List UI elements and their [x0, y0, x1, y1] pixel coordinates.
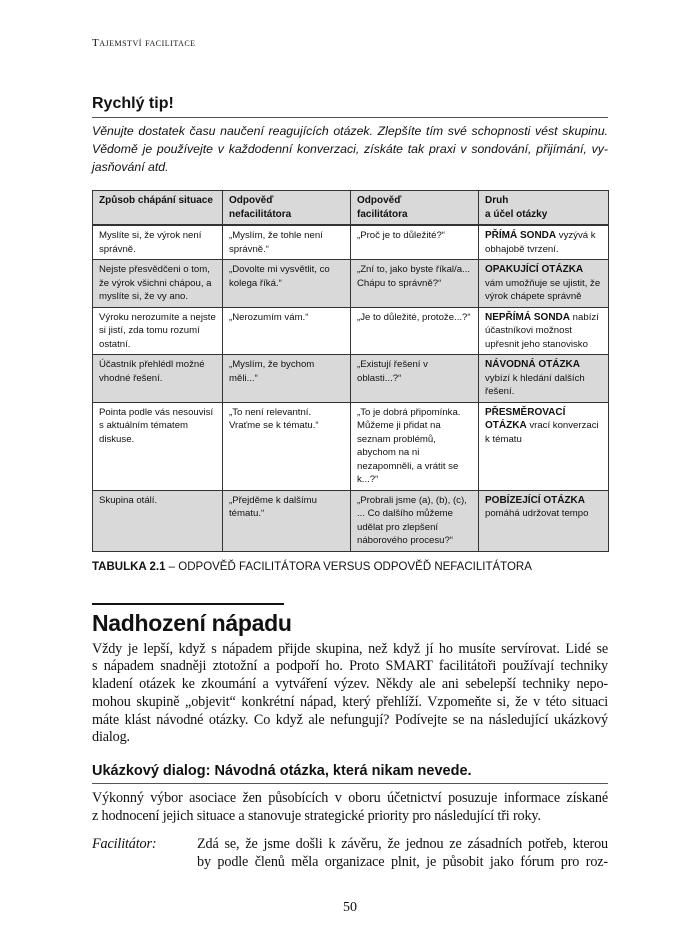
tip-line: Vědomě je používejte v každodenní konverzaci, získáte tak praxi v sondování, přijímání, vy- — [92, 142, 608, 156]
paragraph-line: Výkonný výbor asociace žen působících v oboru účetnictví posuzuje informace získané — [92, 790, 608, 807]
paragraph-line: s nápadem snadněji ztotožní a podpoří ho. Proto SMART facilitátoři používají techniky — [92, 658, 608, 675]
column-header — [93, 191, 223, 226]
dialog-speaker: Facilitátor: — [92, 835, 157, 852]
caption-label: TABULKA 2.1 — [92, 560, 166, 573]
section-rule — [92, 603, 284, 605]
cell-non-facilitator: „Myslím, že tohle není správně.“ — [223, 225, 351, 260]
question-purpose: vrací konverzaci k tématu — [485, 420, 599, 445]
cell-question-type — [479, 307, 609, 355]
paragraph-line: Vždy je lepší, když s nápadem přijde skupina, než když jí ho musíte servírovat. Lidé se — [92, 640, 608, 657]
table-row — [93, 402, 609, 490]
question-type: POBÍZEJÍCÍ OTÁZKA — [485, 494, 586, 506]
column-header-line: nefacilitátora — [229, 208, 292, 220]
cell-situation: Pointa podle vás nesouvisí s aktuálním tématem diskuse. — [93, 402, 223, 490]
column-header-line: Způsob chápání situace — [99, 195, 213, 206]
dialog-entry — [92, 836, 608, 872]
question-purpose: pomáhá udržovat tempo — [485, 508, 589, 519]
column-header-line: Odpověď — [357, 195, 402, 206]
tip-line: Věnujte dostatek času naučení reagujících otázek. Zlepšíte tím své schopnosti vést skupinu. — [92, 124, 608, 138]
cell-question-type — [479, 225, 609, 260]
table-row — [93, 355, 609, 403]
running-header: Tajemství facilitace — [92, 37, 196, 49]
cell-facilitator: „Probrali jsme (a), (b), (c), ... Co dalšího můžeme udělat pro zlepšení náborového procesu?“ — [351, 490, 479, 551]
paragraph-line: z hodnocení jejich situace a stanovuje strategické priority pro následující tři roky. — [92, 808, 541, 825]
table-caption — [92, 560, 608, 575]
cell-situation: Účastník přehlédl možné vhodné řešení. — [93, 355, 223, 403]
table-header-row — [93, 191, 609, 226]
question-purpose: vyzývá k obhajobě tvrzení. — [485, 230, 596, 255]
question-type: NEPŘÍMÁ SONDA — [485, 311, 571, 323]
dialog-text — [197, 836, 608, 872]
cell-facilitator: „Proč je to důležité?“ — [351, 225, 479, 260]
question-type: NÁVODNÁ OTÁZKA — [485, 359, 580, 370]
comparison-table — [92, 190, 609, 552]
cell-facilitator: „Je to důležité, protože...?“ — [351, 307, 479, 355]
table-row — [93, 225, 609, 260]
column-header-line: Odpověď — [229, 195, 274, 206]
cell-non-facilitator: „To není relevantní. Vraťme se k tématu.“ — [223, 402, 351, 490]
cell-question-type — [479, 355, 609, 403]
table-row — [93, 307, 609, 355]
cell-facilitator: „Zní to, jako byste říkal/a... Chápu to správně?“ — [351, 260, 479, 308]
cell-non-facilitator: „Nerozumím vám.“ — [223, 307, 351, 355]
section-paragraph — [92, 641, 608, 748]
question-purpose: vybízí k hledání dalších řešení. — [485, 372, 585, 397]
column-header-line: Druh — [485, 195, 509, 206]
cell-non-facilitator: „Přejděme k dalšímu tématu.“ — [223, 490, 351, 551]
question-type: PŘÍMÁ SONDA — [485, 230, 557, 241]
page-content — [92, 0, 608, 947]
cell-situation: Skupina otálí. — [93, 490, 223, 551]
question-purpose: nabízí účastníkovi možnost upřesnit jeho stanovisko — [485, 311, 599, 350]
cell-non-facilitator: „Myslím, že bychom měli...“ — [223, 355, 351, 403]
table-row — [93, 490, 609, 551]
column-header — [351, 191, 479, 226]
tip-title: Rychlý tip! — [92, 95, 174, 112]
cell-non-facilitator: „Dovolte mi vysvětlit, co kolega říká.“ — [223, 260, 351, 308]
cell-situation: Myslíte si, že výrok není správně. — [93, 225, 223, 260]
cell-situation: Nejste přesvědčeni o tom, že výrok všichni chápou, a myslíte si, že vy ano. — [93, 260, 223, 308]
example-title: Ukázkový dialog: Návodná otázka, která nikam nevede. — [92, 763, 472, 780]
paragraph-line: kladení otázek ke zkoumání a vytváření výzev. Někdy ale ani sebelepší techniky nepo- — [92, 676, 608, 693]
paragraph-line: dialog. — [92, 729, 130, 746]
column-header — [479, 191, 609, 226]
table-row — [93, 260, 609, 308]
section-title: Nadhození nápadu — [92, 609, 292, 636]
page-number: 50 — [343, 900, 357, 916]
question-purpose: vám umožňuje se ujistit, že výrok chápete správně — [485, 277, 601, 302]
cell-situation: Výroku nerozumíte a nejste si jistí, zda tomu rozumí ostatní. — [93, 307, 223, 355]
tip-rule — [92, 117, 608, 118]
question-type: PŘESMĚROVACÍ OTÁZKA — [485, 406, 566, 431]
question-type: OPAKUJÍCÍ OTÁZKA — [485, 264, 584, 275]
cell-question-type — [479, 402, 609, 490]
column-header-line: facilitátora — [357, 208, 408, 220]
column-header-line: a účel otázky — [485, 208, 548, 220]
example-paragraph — [92, 790, 608, 826]
paragraph-line: máte klást návodné otázky. Co když ale nefungují? Podívejte se na následující ukázkový — [92, 711, 608, 728]
dialog-line: Zdá se, že jsme došli k závěru, že jednou ze zásadních potřeb, kterou — [197, 835, 608, 852]
column-header — [223, 191, 351, 226]
cell-question-type — [479, 260, 609, 308]
dialog-line: by podle členů měla organizace plnit, je působit jako fórum pro roz- — [197, 853, 608, 870]
example-rule — [92, 783, 608, 784]
tip-line: jasňování atd. — [92, 160, 169, 174]
paragraph-line: mohou skupině „objevit“ konkrétní nápad, který přehlíží. Vzpomeňte si, že v této situaci — [92, 693, 608, 710]
cell-facilitator: „To je dobrá připomínka. Můžeme ji přidat na seznam problémů, abychom na ni nezapomněli, a vrátit se k...?“ — [351, 402, 479, 490]
cell-facilitator: „Existují řešení v oblasti...?“ — [351, 355, 479, 403]
cell-question-type — [479, 490, 609, 551]
tip-body — [92, 122, 608, 176]
caption-text: – ODPOVĚĎ FACILITÁTORA VERSUS ODPOVĚĎ NEFACILITÁTORA — [165, 560, 532, 573]
